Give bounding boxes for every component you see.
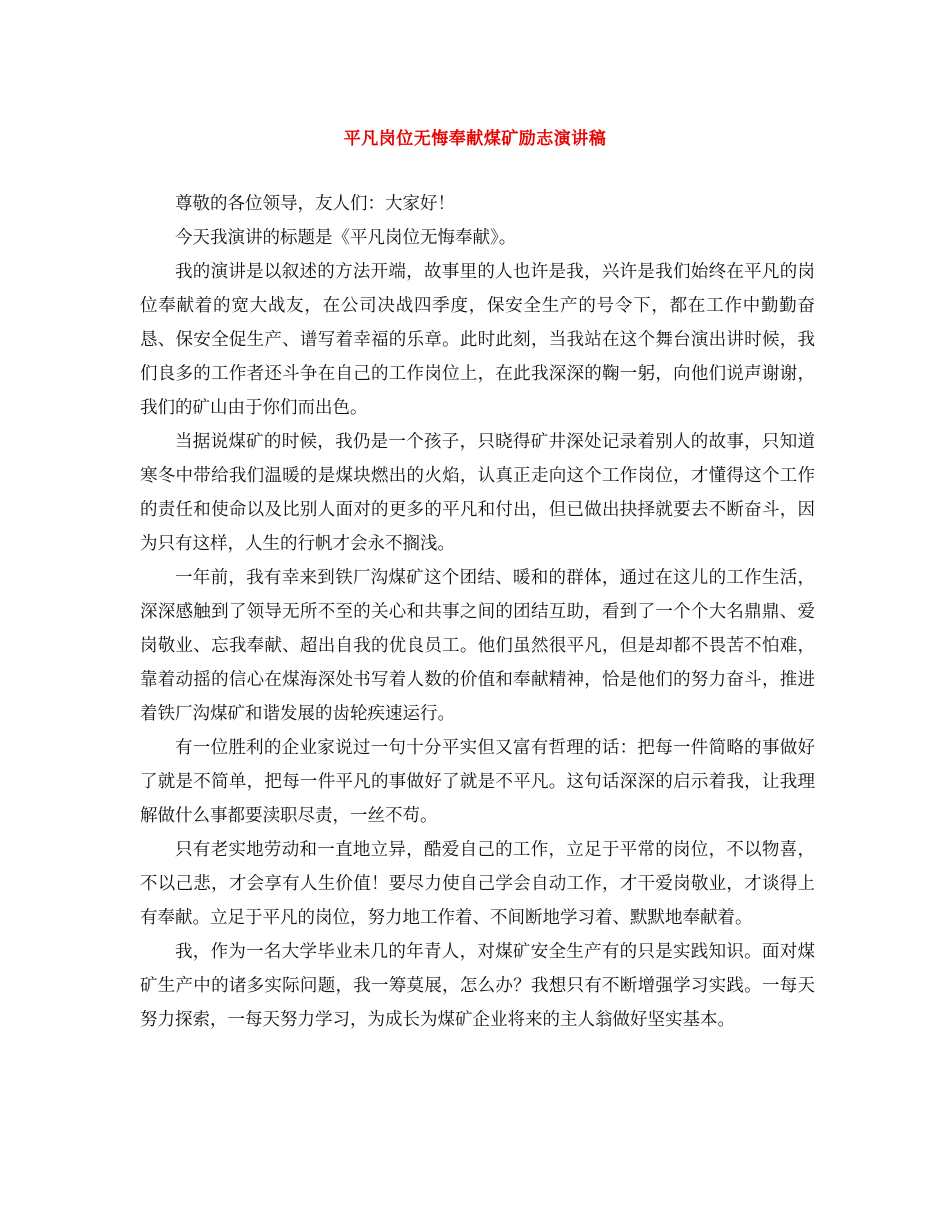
paragraph-topic: 今天我演讲的标题是《平凡岗位无悔奉献》。 xyxy=(175,228,517,248)
paragraph: 当据说煤矿的时候，我仍是一个孩子，只晓得矿井深处记录着别人的故事，只知道寒冬中带给我们温暖的是煤块燃出的火焰，认真正走向这个工作岗位，才懂得这个工作的责任和使命以及比别人面对的更多的平凡和付出，但已做出抉择就要去不断奋斗，因为只有这样，人生的行帆才会永不搁浅。 xyxy=(140,432,815,554)
paragraph: 有一位胜利的企业家说过一句十分平实但又富有哲理的话：把每一件简略的事做好了就是不简单，把每一件平凡的事做好了就是不平凡。这句话深深的启示着我，让我理解做什么事都要渎职尽责，一丝不苟。 xyxy=(140,738,815,826)
paragraph: 一年前，我有幸来到铁厂沟煤矿这个团结、暖和的群体，通过在这儿的工作生活，深深感触到了领导无所不至的关心和共事之间的团结互助，看到了一个个大名鼎鼎、爱岗敬业、忘我奉献、超出自我的优良员工。他们虽然很平凡，但是却都不畏苦不怕难，靠着动摇的信心在煤海深处书写着人数的价值和奉献精神，恰是他们的努力奋斗，推进着铁厂沟煤矿和谐发展的齿轮疾速运行。 xyxy=(140,568,815,724)
paragraph: 我的演讲是以叙述的方法开端，故事里的人也许是我，兴许是我们始终在平凡的岗位奉献着的宽大战友，在公司决战四季度，保安全生产的号令下，都在工作中勤勤奋恳、保安全促生产、谱写着幸福的乐章。此时此刻，当我站在这个舞台演出讲时候，我们良多的工作者还斗争在自己的工作岗位上，在此我深深的鞠一躬，向他们说声谢谢，我们的矿山由于你们而出色。 xyxy=(140,262,815,418)
paragraph: 我，作为一名大学毕业未几的年青人，对煤矿安全生产有的只是实践知识。面对煤矿生产中的诸多实际问题，我一筹莫展，怎么办？我想只有不断增强学习实践。一每天努力探索，一每天努力学习，为成长为煤矿企业将来的主人翁做好坚实基本。 xyxy=(140,942,815,1030)
paragraph-greeting: 尊敬的各位领导，友人们：大家好！ xyxy=(175,194,455,214)
document-title: 平凡岗位无悔奉献煤矿励志演讲稿 xyxy=(343,129,607,149)
paragraph: 只有老实地劳动和一直地立异，酷爱自己的工作，立足于平常的岗位，不以物喜，不以己悲，才会享有人生价值！要尽力使自己学会自动工作，才干爱岗敬业，才谈得上有奉献。立足于平凡的岗位，努力地工作着、不间断地学习着、默默地奉献着。 xyxy=(140,840,815,928)
document-body xyxy=(140,187,815,1037)
